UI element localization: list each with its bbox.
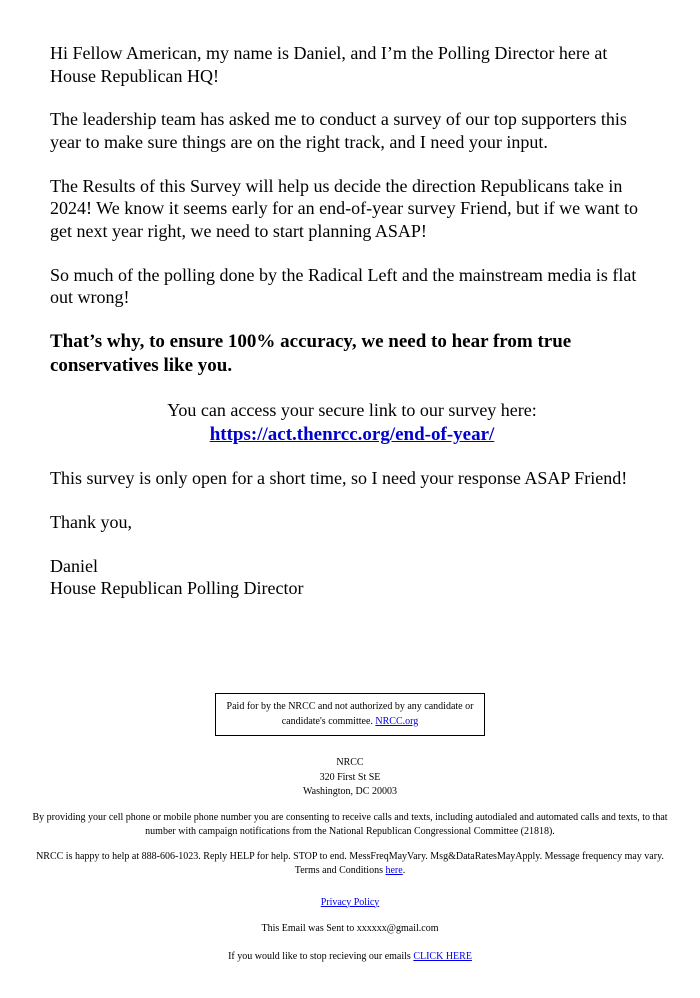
signature-title: House Republican Polling Director (50, 578, 304, 599)
signature-name: Daniel (50, 555, 98, 576)
unsubscribe-text: If you would like to stop recieving our emails (228, 950, 411, 962)
signature-block (50, 555, 654, 600)
sent-to-line: This Email was Sent to xxxxxx@gmail.com (261, 922, 439, 934)
email-body (0, 42, 700, 600)
unsubscribe-row (0, 950, 700, 984)
survey-link[interactable]: https://act.thenrcc.org/end-of-year/ (209, 424, 495, 446)
emphasis-paragraph: That’s why, to ensure 100% accuracy, we need to hear from true conservatives like you. (50, 331, 572, 376)
closing-paragraph: This survey is only open for a short time, so I need your response ASAP Friend! (50, 468, 628, 489)
org-name: NRCC (336, 757, 364, 768)
survey-link-block (50, 399, 654, 446)
unsubscribe-link[interactable]: CLICK HERE (413, 950, 472, 962)
address-block (0, 756, 700, 800)
consent-fineprint: By providing your cell phone or mobile phone number you are consenting to receive calls and texts, including autodialed and automated calls and texts, to that number with campaign notifications from the National Republican Congressional Committee (21818). (32, 811, 668, 837)
survey-request-paragraph: The leadership team has asked me to conduct a survey of our top supporters this year to make sure things are on the right track, and I need your input. (50, 109, 627, 153)
street-address: 320 First St SE (319, 771, 381, 783)
email-footer (0, 600, 700, 984)
paid-for-disclaimer-box (215, 693, 485, 736)
help-suffix: . (402, 864, 406, 876)
results-paragraph: The Results of this Survey will help us decide the direction Republicans take in 2024! We know it seems early for an end-of-year survey Friend, but if we want to get next year right, we need to start planning ASAP! (50, 175, 639, 242)
privacy-policy-link[interactable]: Privacy Policy (320, 896, 380, 908)
survey-link-intro: You can access your secure link to our survey here: (167, 399, 537, 420)
paid-for-disclaimer-text: Paid for by the NRCC and not authorized by any candidate or candidate's committee. (226, 701, 474, 727)
city-address: Washington, DC 20003 (303, 786, 397, 797)
privacy-row (0, 896, 700, 910)
nrcc-org-link[interactable]: NRCC.org (375, 715, 419, 727)
greeting-paragraph: Hi Fellow American, my name is Daniel, and I’m the Polling Director here at House Republican HQ! (50, 43, 608, 86)
help-text: NRCC is happy to help at 888-606-1023. Reply HELP for help. STOP to end. MessFreqMayVary. Msg&DataRatesMayApply. Message frequency may vary. Terms and Conditions (36, 850, 664, 876)
polling-paragraph: So much of the polling done by the Radical Left and the mainstream media is flat out wrong! (50, 264, 637, 308)
terms-link[interactable]: here (385, 864, 403, 876)
help-fineprint (24, 850, 676, 878)
thanks-line: Thank you, (50, 511, 132, 532)
